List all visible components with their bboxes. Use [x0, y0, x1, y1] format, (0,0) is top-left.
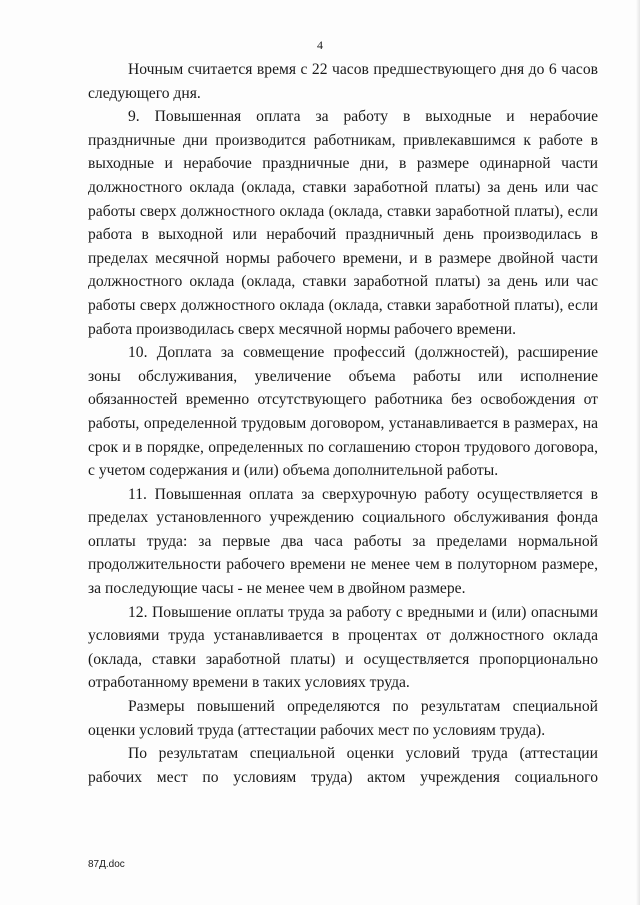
paragraph-9-holiday-pay: 9. Повышенная оплата за работу в выходные и нерабочие праздничные дни производится работникам, привлекавшимся к работе в выходные и нерабочие праздничные дни, в размере одинарной части должностного оклада (оклада, ставки заработной платы) за день или час работы сверх должностного оклада (оклада, ставки заработной платы), если работа в выходной или нерабочий праздничный день производилась в пределах месячной нормы рабочего времени, и в размере двойной части должностного оклада (оклада, ставки заработной платы) за день или час работы сверх должностного оклада (оклада, ставки заработной платы), если работа производилась сверх месячной нормы рабочего времени. [88, 108, 598, 338]
paragraph-10-combination-pay: 10. Доплата за совмещение профессий (должностей), расширение зоны обслуживания, увеличение объема работы или исполнение обязанностей временно отсутствующего работника без освобождения от работы, определенной трудовым договором, устанавливается в размерах, на срок и в порядке, определенных по соглашению сторон трудового договора, с учетом содержания и (или) объема дополнительной работы. [88, 344, 598, 480]
document-body [88, 58, 598, 789]
scan-edge-shadow [636, 0, 640, 905]
paragraph-assessment-results: По результатам специальной оценки условий труда (аттестации рабочих мест по условиям труда) актом учреждения социального [88, 745, 598, 786]
document-filename: 87Д.doc [88, 859, 125, 870]
paragraph-11-overtime-pay: 11. Повышенная оплата за сверхурочную работу осуществляется в пределах установленного учреждению социального обслуживания фонда оплаты труда: за первые два часа работы за пределами нормальной продолжительности рабочего времени не менее чем в полуторном размере, за последующие часы - не менее чем в двойном размере. [88, 485, 598, 598]
paragraph-night-time: Ночным считается время с 22 часов предшествующего дня до 6 часов следующего дня. [88, 61, 598, 102]
paragraph-12-hazard-pay: 12. Повышение оплаты труда за работу с вредными и (или) опасными условиями труда устанавливается в процентах от должностного оклада (оклада, ставки заработной платы) и осуществляется пропорционально отработанному времени в таких условиях труда. [88, 603, 598, 692]
paragraph-increase-sizes: Размеры повышений определяются по результатам специальной оценки условий труда (аттестации рабочих мест по условиям труда). [88, 698, 598, 739]
page-number: 4 [317, 38, 323, 52]
